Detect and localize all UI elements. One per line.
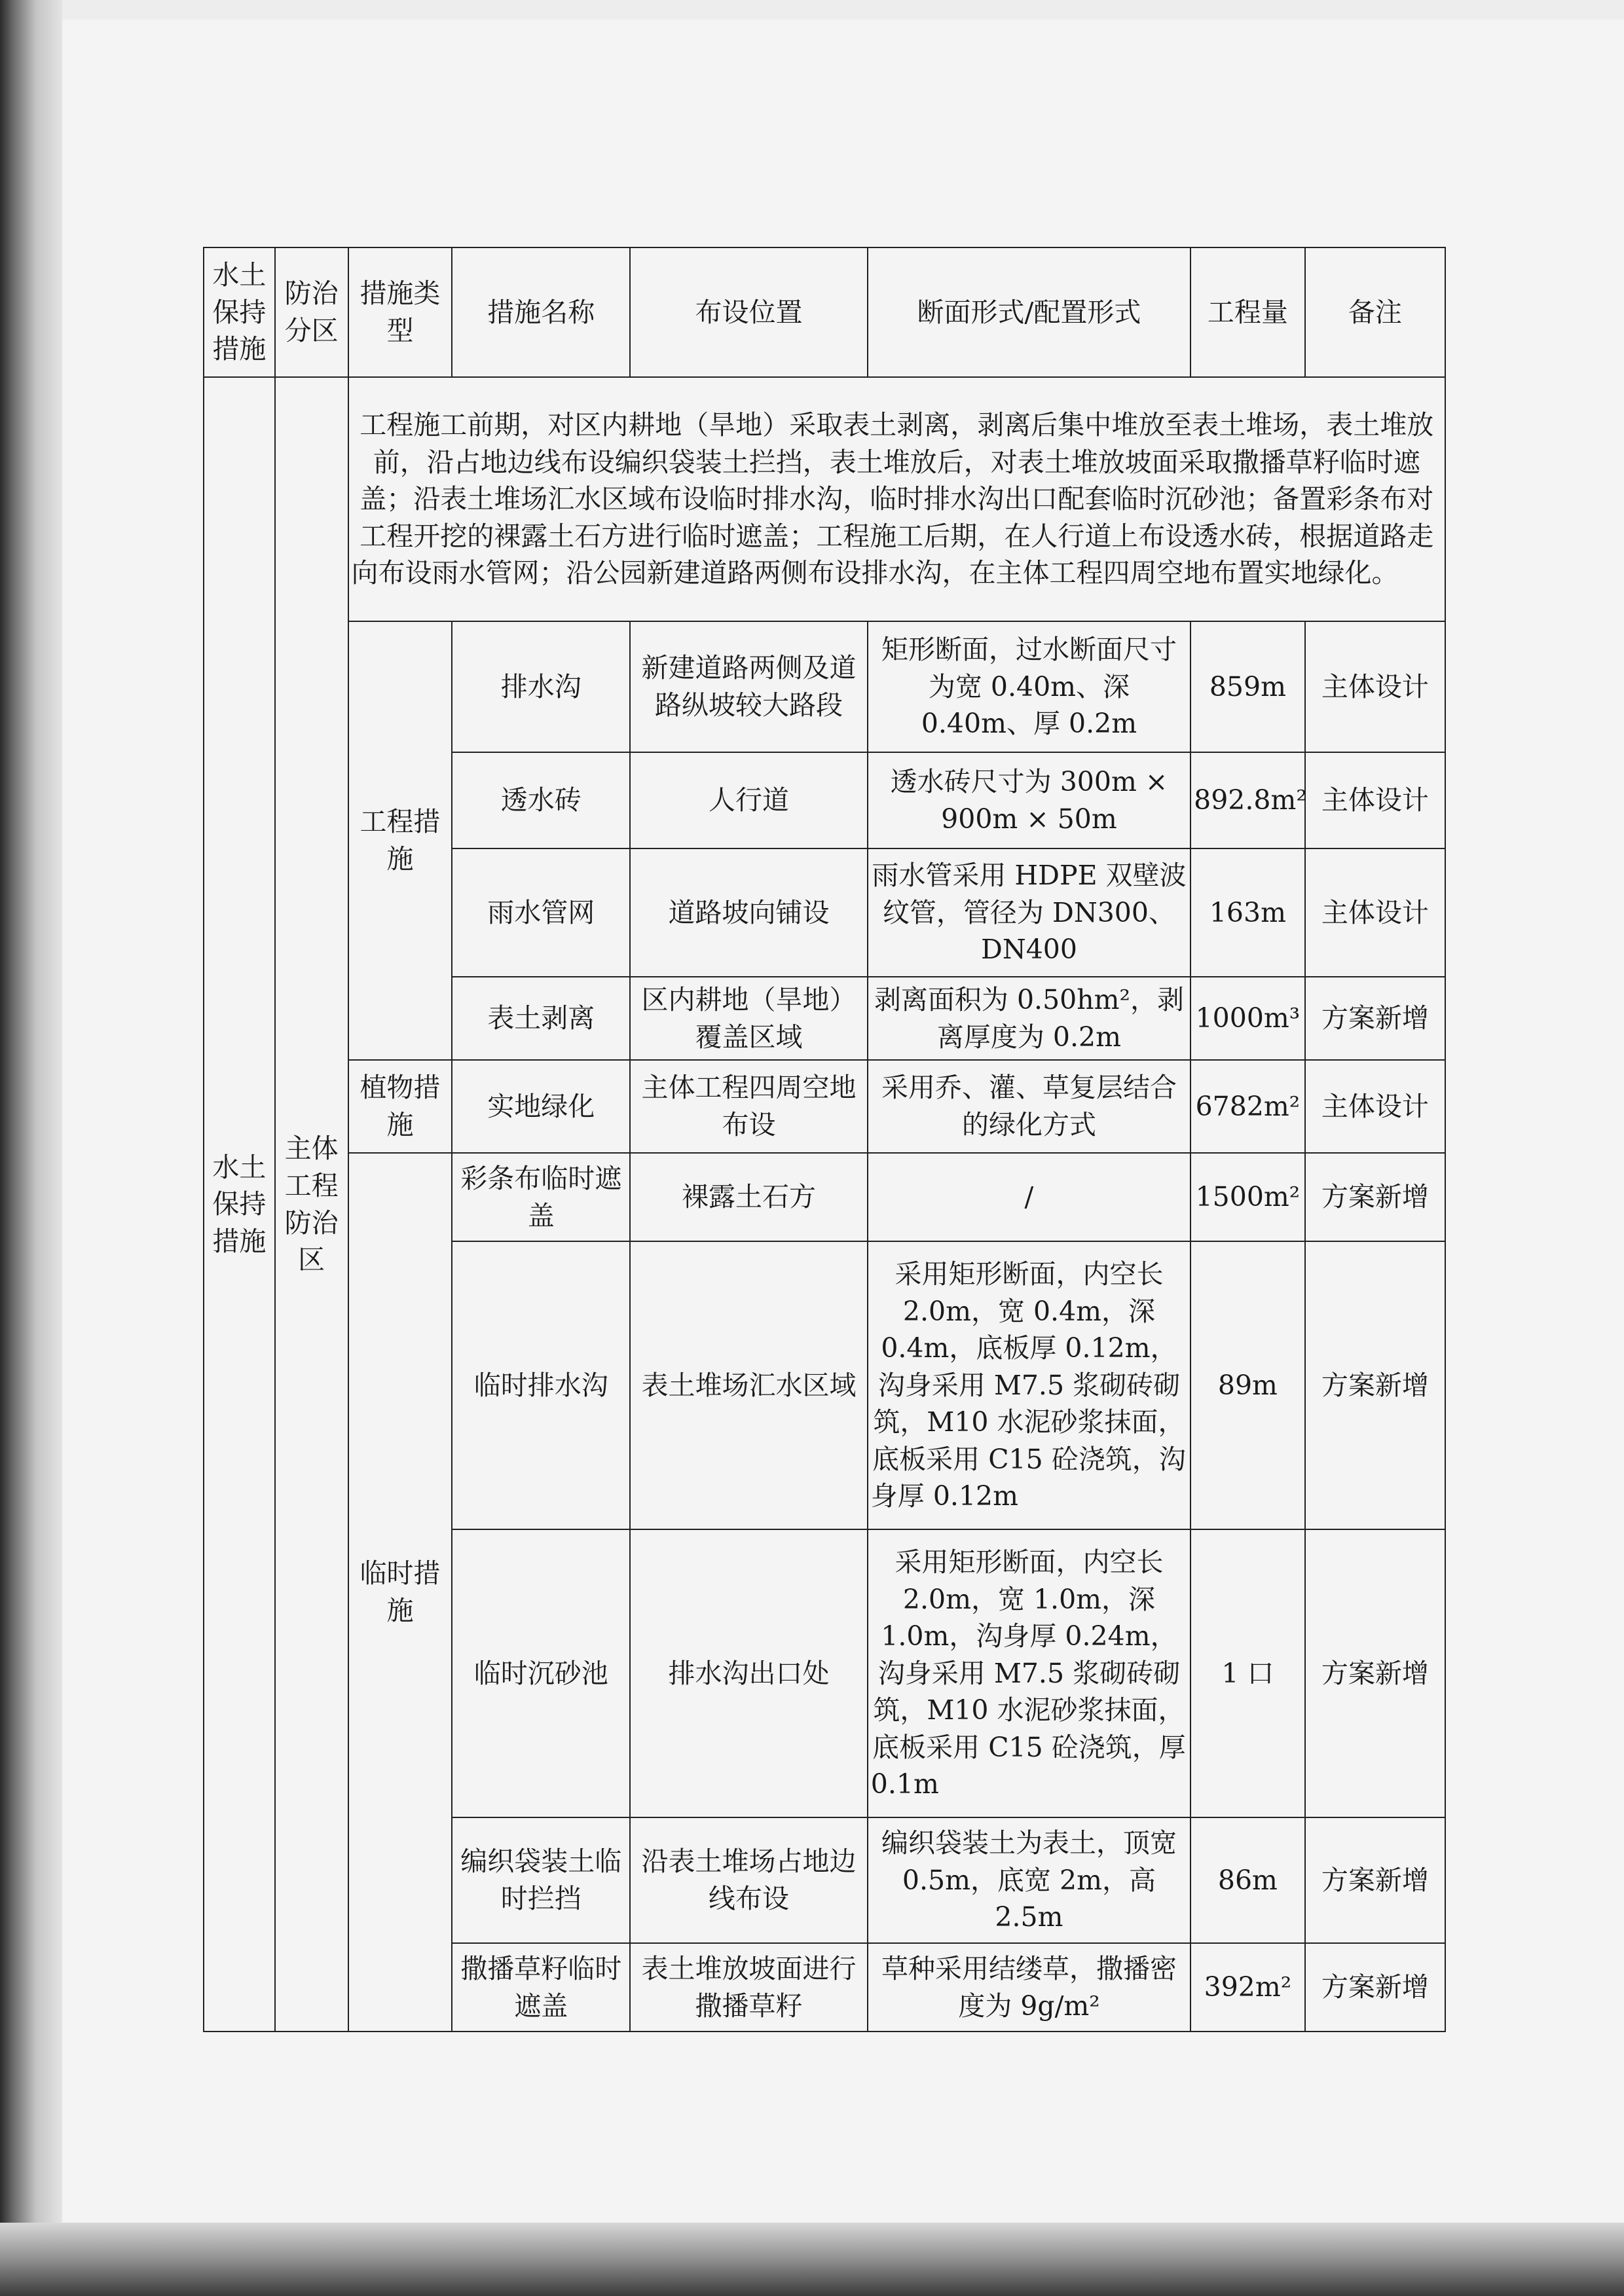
- measure-name: 雨水管网: [452, 848, 630, 977]
- measure-name: 编织袋装土临时拦挡: [452, 1817, 630, 1943]
- zone-cell: 主体工程防治区: [275, 377, 348, 2032]
- measure-name: 排水沟: [452, 621, 630, 752]
- measure-form: 透水砖尺寸为 300m × 900m × 50m: [868, 752, 1190, 848]
- header-cell: 措施类型: [348, 247, 452, 377]
- header-cell: 防治分区: [275, 247, 348, 377]
- type-cell: 临时措施: [348, 1153, 452, 2032]
- measure-quantity: 6782m²: [1190, 1060, 1305, 1153]
- scan-binding-shadow: [0, 0, 62, 2296]
- measure-form: 采用矩形断面，内空长 2.0m，宽 1.0m，深 1.0m，沟身厚 0.24m，沟身采用 M7.5 浆砌砖砌筑，M10 水泥砂浆抹面，底板采用 C15 砼浇筑，厚 0.1m: [868, 1529, 1190, 1817]
- measure-quantity: 392m²: [1190, 1943, 1305, 2032]
- measure-form: /: [868, 1153, 1190, 1241]
- measure-name: 透水砖: [452, 752, 630, 848]
- table-row: [204, 621, 1445, 752]
- header-cell: 布设位置: [630, 247, 868, 377]
- measure-name: 实地绿化: [452, 1060, 630, 1153]
- measure-quantity: 859m: [1190, 621, 1305, 752]
- measure-quantity: 892.8m²: [1190, 752, 1305, 848]
- measure-note: 方案新增: [1305, 1241, 1445, 1529]
- measure-name: 撒播草籽临时遮盖: [452, 1943, 630, 2032]
- header-row: [204, 247, 1445, 377]
- measure-note: 主体设计: [1305, 1060, 1445, 1153]
- measure-location: 人行道: [630, 752, 868, 848]
- measure-location: 沿表土堆场占地边线布设: [630, 1817, 868, 1943]
- measure-note: 方案新增: [1305, 1529, 1445, 1817]
- measure-note: 方案新增: [1305, 1817, 1445, 1943]
- type-cell: 植物措施: [348, 1060, 452, 1153]
- type-cell: 工程措施: [348, 621, 452, 1060]
- category-cell: 水土保持措施: [204, 377, 275, 2032]
- measure-form: 矩形断面，过水断面尺寸为宽 0.40m、深 0.40m、厚 0.2m: [868, 621, 1190, 752]
- measure-form: 编织袋装土为表土，顶宽 0.5m，底宽 2m，高 2.5m: [868, 1817, 1190, 1943]
- measure-quantity: 86m: [1190, 1817, 1305, 1943]
- measure-name: 彩条布临时遮盖: [452, 1153, 630, 1241]
- measure-location: 裸露土石方: [630, 1153, 868, 1241]
- measure-note: 主体设计: [1305, 752, 1445, 848]
- measure-form: 雨水管采用 HDPE 双壁波纹管，管径为 DN300、DN400: [868, 848, 1190, 977]
- summary-cell: 工程施工前期，对区内耕地（旱地）采取表土剥离，剥离后集中堆放至表土堆场，表土堆放前，沿占地边线布设编织袋装土拦挡，表土堆放后，对表土堆放坡面采取撒播草籽临时遮盖；沿表土堆场汇水区域布设临时排水沟，临时排水沟出口配套临时沉砂池；备置彩条布对工程开挖的裸露土石方进行临时遮盖；工程施工后期，在人行道上布设透水砖，根据道路走向布设雨水管网；沿公园新建道路两侧布设排水沟，在主体工程四周空地布置实地绿化。: [348, 377, 1445, 621]
- scan-bottom-shadow: [0, 2223, 1624, 2296]
- measure-form: 草种采用结缕草，撒播密度为 9g/m²: [868, 1943, 1190, 2032]
- table-row: [204, 1153, 1445, 1241]
- table-row: [204, 1060, 1445, 1153]
- measure-form: 采用乔、灌、草复层结合的绿化方式: [868, 1060, 1190, 1153]
- measure-form: 采用矩形断面，内空长 2.0m，宽 0.4m，深 0.4m，底板厚 0.12m，沟身采用 M7.5 浆砌砖砌筑，M10 水泥砂浆抹面，底板采用 C15 砼浇筑，沟身厚 0.12m: [868, 1241, 1190, 1529]
- measure-quantity: 89m: [1190, 1241, 1305, 1529]
- summary-row: [204, 377, 1445, 621]
- measure-name: 临时沉砂池: [452, 1529, 630, 1817]
- measure-quantity: 1000m³: [1190, 977, 1305, 1060]
- measure-quantity: 1500m²: [1190, 1153, 1305, 1241]
- measure-quantity: 1 口: [1190, 1529, 1305, 1817]
- measure-note: 方案新增: [1305, 1943, 1445, 2032]
- measures-table: [203, 247, 1446, 2032]
- header-cell: 水土保持措施: [204, 247, 275, 377]
- measure-name: 临时排水沟: [452, 1241, 630, 1529]
- measure-note: 主体设计: [1305, 848, 1445, 977]
- measure-location: 区内耕地（旱地）覆盖区域: [630, 977, 868, 1060]
- measure-location: 排水沟出口处: [630, 1529, 868, 1817]
- measure-name: 表土剥离: [452, 977, 630, 1060]
- measure-location: 道路坡向铺设: [630, 848, 868, 977]
- measure-form: 剥离面积为 0.50hm²，剥离厚度为 0.2m: [868, 977, 1190, 1060]
- measure-location: 表土堆场汇水区域: [630, 1241, 868, 1529]
- header-cell: 措施名称: [452, 247, 630, 377]
- measure-note: 方案新增: [1305, 1153, 1445, 1241]
- measure-location: 表土堆放坡面进行撒播草籽: [630, 1943, 868, 2032]
- header-cell: 工程量: [1190, 247, 1305, 377]
- measure-note: 主体设计: [1305, 621, 1445, 752]
- header-cell: 断面形式/配置形式: [868, 247, 1190, 377]
- measure-quantity: 163m: [1190, 848, 1305, 977]
- measure-location: 主体工程四周空地布设: [630, 1060, 868, 1153]
- measure-location: 新建道路两侧及道路纵坡较大路段: [630, 621, 868, 752]
- measure-note: 方案新增: [1305, 977, 1445, 1060]
- header-cell: 备注: [1305, 247, 1445, 377]
